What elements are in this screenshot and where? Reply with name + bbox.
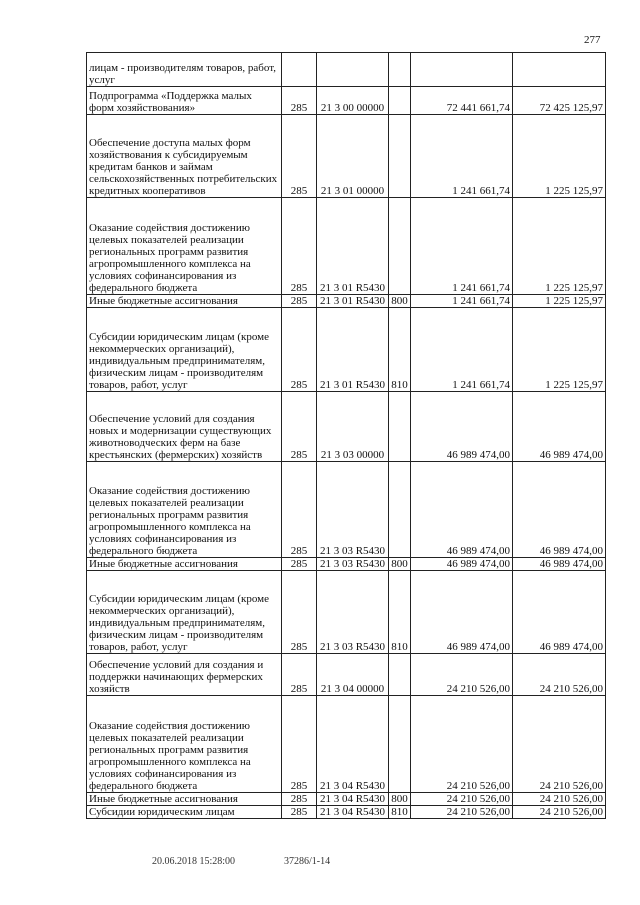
row-name: Оказание содействия достижению целевых показателей реализации региональных программ развития агропромышленного комплекса на условиях софинансирования из федерального бюджета	[87, 696, 282, 793]
row-amount-2020	[513, 53, 606, 87]
row-name: Субсидии юридическим лицам	[87, 806, 282, 819]
row-org-code: 285	[282, 793, 317, 806]
row-expense-type: 800	[389, 793, 411, 806]
row-name: Иные бюджетные ассигнования	[87, 558, 282, 571]
row-org-code: 285	[282, 115, 317, 198]
footer-doc-id: 37286/1-14	[284, 856, 331, 867]
row-amount-2019: 24 210 526,00	[411, 696, 513, 793]
row-name: Субсидии юридическим лицам (кроме некоммерческих организаций), индивидуальным предпринимателям, физическим лицам - производителям товаров, работ, услуг	[87, 308, 282, 392]
row-org-code: 285	[282, 295, 317, 308]
budget-table	[86, 52, 606, 819]
row-org-code: 285	[282, 308, 317, 392]
table-row	[87, 654, 606, 696]
row-amount-2019: 1 241 661,74	[411, 115, 513, 198]
footer-datetime: 20.06.2018 15:28:00	[152, 856, 236, 867]
row-expense-type	[389, 696, 411, 793]
row-name: Субсидии юридическим лицам (кроме некоммерческих организаций), индивидуальным предпринимателям, физическим лицам - производителям товаров, работ, услуг	[87, 571, 282, 654]
row-name: Иные бюджетные ассигнования	[87, 793, 282, 806]
row-target-article: 21 3 04 R5430	[317, 806, 389, 819]
row-amount-2019: 24 210 526,00	[411, 806, 513, 819]
table-row	[87, 462, 606, 558]
row-target-article: 21 3 04 R5430	[317, 793, 389, 806]
row-target-article: 21 3 03 R5430	[317, 571, 389, 654]
row-amount-2020: 24 210 526,00	[513, 696, 606, 793]
table-row	[87, 295, 606, 308]
row-amount-2020: 72 425 125,97	[513, 87, 606, 115]
row-amount-2019: 46 989 474,00	[411, 558, 513, 571]
row-org-code: 285	[282, 571, 317, 654]
row-org-code: 285	[282, 806, 317, 819]
row-target-article: 21 3 04 R5430	[317, 696, 389, 793]
row-amount-2020: 24 210 526,00	[513, 793, 606, 806]
row-name: Обеспечение условий для создания новых и модернизации существующих животноводческих ферм на базе крестьянских (фермерских) хозяйств	[87, 392, 282, 462]
row-org-code: 285	[282, 654, 317, 696]
row-name: Обеспечение условий для создания и поддержки начинающих фермерских хозяйств	[87, 654, 282, 696]
row-amount-2019: 46 989 474,00	[411, 571, 513, 654]
table-row	[87, 87, 606, 115]
row-amount-2019: 1 241 661,74	[411, 295, 513, 308]
row-amount-2020: 1 225 125,97	[513, 198, 606, 295]
row-org-code: 285	[282, 87, 317, 115]
row-target-article: 21 3 03 00000	[317, 392, 389, 462]
row-target-article: 21 3 03 R5430	[317, 558, 389, 571]
row-amount-2019: 24 210 526,00	[411, 793, 513, 806]
table-row	[87, 53, 606, 87]
table-row	[87, 571, 606, 654]
row-target-article: 21 3 01 R5430	[317, 198, 389, 295]
row-amount-2020: 46 989 474,00	[513, 558, 606, 571]
row-expense-type: 810	[389, 308, 411, 392]
row-target-article	[317, 53, 389, 87]
table-row	[87, 308, 606, 392]
row-org-code: 285	[282, 198, 317, 295]
row-amount-2020: 1 225 125,97	[513, 295, 606, 308]
row-amount-2020: 46 989 474,00	[513, 392, 606, 462]
row-expense-type	[389, 654, 411, 696]
table-row	[87, 115, 606, 198]
row-name: Оказание содействия достижению целевых показателей реализации региональных программ развития агропромышленного комплекса на условиях софинансирования из федерального бюджета	[87, 462, 282, 558]
row-expense-type: 810	[389, 806, 411, 819]
row-name: Подпрограмма «Поддержка малых форм хозяйствования»	[87, 87, 282, 115]
table-row	[87, 198, 606, 295]
row-amount-2020: 1 225 125,97	[513, 115, 606, 198]
row-expense-type: 800	[389, 558, 411, 571]
row-amount-2020: 46 989 474,00	[513, 462, 606, 558]
table-row	[87, 793, 606, 806]
table-row	[87, 806, 606, 819]
row-expense-type	[389, 87, 411, 115]
row-name: лицам - производителям товаров, работ, услуг	[87, 53, 282, 87]
row-target-article: 21 3 03 R5430	[317, 462, 389, 558]
row-amount-2019: 1 241 661,74	[411, 198, 513, 295]
row-org-code: 285	[282, 696, 317, 793]
table-row	[87, 696, 606, 793]
row-expense-type	[389, 392, 411, 462]
row-target-article: 21 3 01 R5430	[317, 295, 389, 308]
row-expense-type: 800	[389, 295, 411, 308]
row-name: Иные бюджетные ассигнования	[87, 295, 282, 308]
row-amount-2019: 72 441 661,74	[411, 87, 513, 115]
row-org-code: 285	[282, 462, 317, 558]
row-amount-2019: 1 241 661,74	[411, 308, 513, 392]
row-org-code	[282, 53, 317, 87]
row-target-article: 21 3 04 00000	[317, 654, 389, 696]
table-row	[87, 392, 606, 462]
row-expense-type	[389, 115, 411, 198]
row-target-article: 21 3 01 R5430	[317, 308, 389, 392]
row-name: Оказание содействия достижению целевых показателей реализации региональных программ развития агропромышленного комплекса на условиях софинансирования из федерального бюджета	[87, 198, 282, 295]
row-expense-type	[389, 53, 411, 87]
row-name: Обеспечение доступа малых форм хозяйствования к субсидируемым кредитам банков и займам сельскохозяйственных потребительских кредитных кооперативов	[87, 115, 282, 198]
row-org-code: 285	[282, 392, 317, 462]
row-target-article: 21 3 00 00000	[317, 87, 389, 115]
row-amount-2019: 46 989 474,00	[411, 392, 513, 462]
row-expense-type	[389, 198, 411, 295]
row-amount-2020: 46 989 474,00	[513, 571, 606, 654]
budget-table-body	[87, 53, 606, 819]
page-number: 277	[584, 34, 601, 46]
row-expense-type	[389, 462, 411, 558]
row-target-article: 21 3 01 00000	[317, 115, 389, 198]
row-amount-2019: 24 210 526,00	[411, 654, 513, 696]
row-amount-2019: 46 989 474,00	[411, 462, 513, 558]
table-row	[87, 558, 606, 571]
row-amount-2020: 24 210 526,00	[513, 654, 606, 696]
row-amount-2020: 24 210 526,00	[513, 806, 606, 819]
row-org-code: 285	[282, 558, 317, 571]
row-amount-2020: 1 225 125,97	[513, 308, 606, 392]
row-expense-type: 810	[389, 571, 411, 654]
row-amount-2019	[411, 53, 513, 87]
